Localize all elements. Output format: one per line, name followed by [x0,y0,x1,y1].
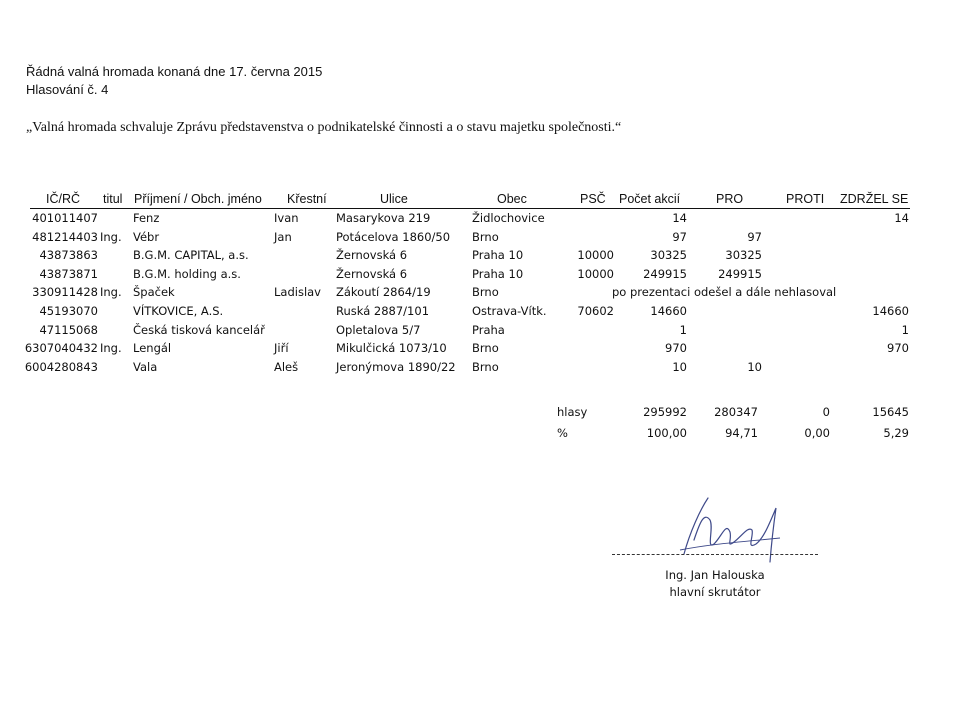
cell-ic: 6004280843 [24,360,98,374]
totals-hlasy-pro: 280347 [714,405,758,419]
totals-pct-proti: 0,00 [804,426,830,440]
cell-krestni: Jan [274,230,292,244]
cell-jmeno: Fenz [133,211,160,225]
cell-note: po prezentaci odešel a dále nehlasoval [612,285,837,299]
cell-zdrzel: 970 [887,341,909,355]
cell-krestni: Aleš [274,360,299,374]
cell-akcie: 970 [665,341,687,355]
cell-psc: 70602 [577,304,614,318]
cell-ulice: Zákoutí 2864/19 [336,285,431,299]
cell-ulice: Opletalova 5/7 [336,323,421,337]
totals-pct-zdrzel: 5,29 [883,426,909,440]
cell-jmeno: Vala [133,360,158,374]
cell-akcie: 14660 [650,304,687,318]
col-header-obec: Obec [497,192,527,206]
cell-pro: 30325 [725,248,762,262]
cell-jmeno: B.G.M. CAPITAL, a.s. [133,248,249,262]
col-header-psc: PSČ [580,192,606,206]
cell-ulice: Žernovská 6 [336,248,408,262]
cell-akcie: 97 [672,230,687,244]
cell-krestni: Ladislav [274,285,321,299]
cell-ic: 45193070 [39,304,98,318]
signatory-role: hlavní skrutátor [669,585,761,599]
cell-ulice: Žernovská 6 [336,267,408,281]
cell-akcie: 14 [672,211,687,225]
signature-line [612,554,818,555]
cell-jmeno: B.G.M. holding a.s. [133,267,241,281]
cell-obec: Brno [472,230,499,244]
cell-ic: 43873871 [39,267,98,281]
cell-krestni: Jiří [274,341,289,355]
cell-akcie: 1 [679,323,687,337]
cell-obec: Židlochovice [472,211,545,225]
cell-ic: 330911428 [32,285,98,299]
vote-number: Hlasování č. 4 [26,82,109,97]
col-header-jmeno: Příjmení / Obch. jméno [134,192,262,206]
meeting-title: Řádná valná hromada konaná dne 17. června 2015 [26,64,323,79]
cell-psc: 10000 [577,267,614,281]
cell-krestni: Ivan [274,211,299,225]
cell-jmeno: VÍTKOVICE, A.S. [133,304,224,318]
cell-titul: Ing. [100,285,122,299]
cell-jmeno: Lengál [133,341,172,355]
cell-titul: Ing. [100,341,122,355]
signatory-name: Ing. Jan Halouska [665,568,765,582]
cell-jmeno: Špaček [133,285,175,299]
cell-zdrzel: 14660 [872,304,909,318]
cell-ulice: Mikulčická 1073/10 [336,341,447,355]
totals-pct-pro: 94,71 [725,426,758,440]
cell-zdrzel: 14 [894,211,909,225]
cell-ic: 481214403 [32,230,98,244]
totals-pct-label: % [557,426,568,440]
cell-obec: Praha 10 [472,267,524,281]
cell-obec: Ostrava-Vítk. [472,304,547,318]
cell-obec: Brno [472,285,499,299]
col-header-akcie: Počet akcií [619,192,681,206]
totals-hlasy-label: hlasy [557,405,588,419]
cell-ic: 401011407 [32,211,98,225]
cell-ulice: Masarykova 219 [336,211,431,225]
cell-ic: 43873863 [39,248,98,262]
cell-obec: Brno [472,360,499,374]
cell-obec: Praha [472,323,505,337]
col-header-proti: PROTI [786,192,825,206]
col-header-pro: PRO [716,192,744,206]
cell-obec: Praha 10 [472,248,524,262]
col-header-ulice: Ulice [380,192,408,206]
cell-psc: 10000 [577,248,614,262]
col-header-krestni: Křestní [287,192,327,206]
cell-titul: Ing. [100,230,122,244]
cell-ulice: Potácelova 1860/50 [336,230,451,244]
col-header-ic: IČ/RČ [46,192,81,206]
cell-akcie: 10 [672,360,687,374]
cell-obec: Brno [472,341,499,355]
cell-pro: 97 [747,230,762,244]
cell-akcie: 249915 [643,267,687,281]
cell-jmeno: Česká tisková kancelář [133,323,265,337]
cell-pro: 249915 [718,267,762,281]
cell-pro: 10 [747,360,762,374]
header-rule [30,208,910,209]
cell-ulice: Jeronýmova 1890/22 [336,360,456,374]
cell-ulice: Ruská 2887/101 [336,304,430,318]
totals-pct-akcie: 100,00 [646,426,687,440]
motion-text: „Valná hromada schvaluje Zprávu představenstva o podnikatelské činnosti a o stavu majetku společnosti.“ [26,120,622,135]
totals-hlasy-proti: 0 [822,405,830,419]
cell-ic: 6307040432 [24,341,98,355]
totals-hlasy-zdrzel: 15645 [872,405,909,419]
handwritten-signature [670,492,790,572]
col-header-titul: titul [103,192,123,206]
col-header-zdrzel: ZDRŽEL SE [840,192,909,206]
totals-hlasy-akcie: 295992 [643,405,687,419]
cell-ic: 47115068 [39,323,98,337]
cell-jmeno: Vébr [133,230,160,244]
cell-zdrzel: 1 [901,323,909,337]
cell-akcie: 30325 [650,248,687,262]
